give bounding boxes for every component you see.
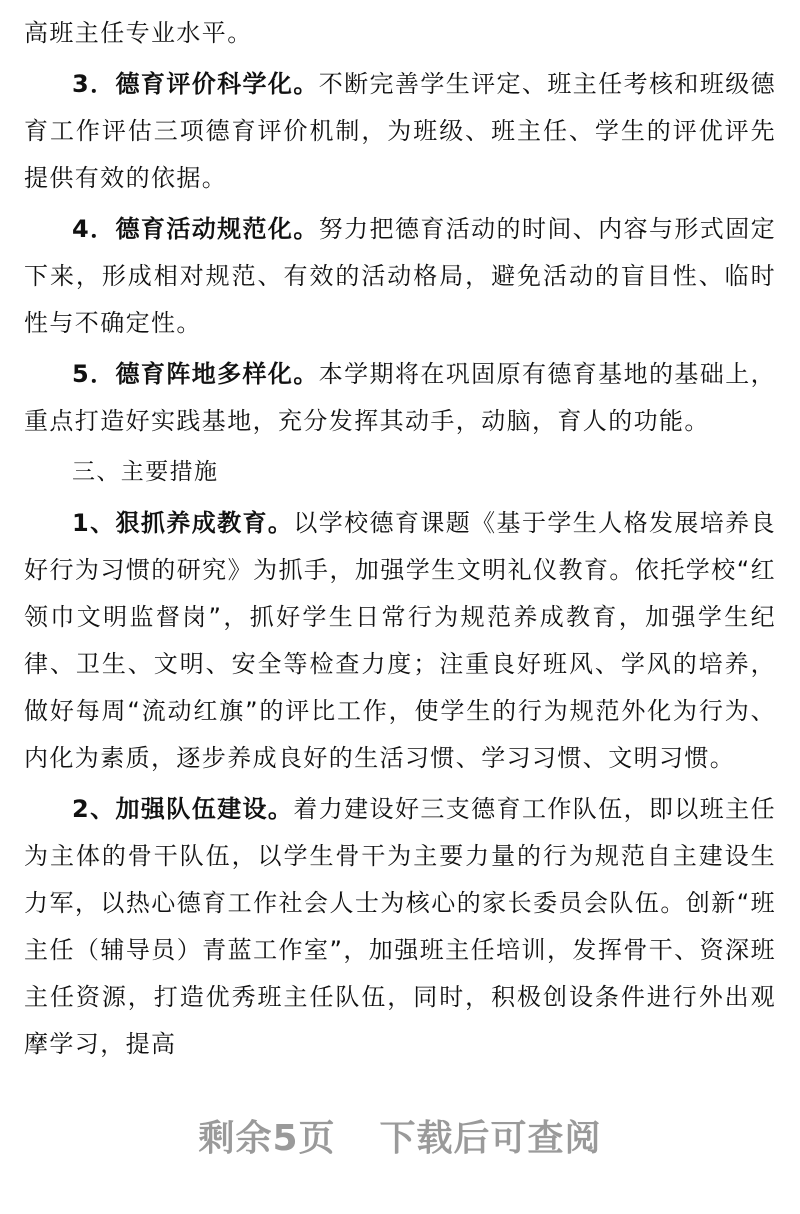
- measure-lead: 1、狠抓养成教育。: [72, 509, 294, 537]
- remaining-pages-label[interactable]: 剩余5页: [198, 1118, 336, 1159]
- measure-lead: 2、加强队伍建设。: [72, 795, 294, 823]
- section-heading: 三、主要措施: [72, 459, 219, 485]
- paragraph-text: 本学期将在巩固原有德育基地的基础上，重点打造好实践基地，充分发挥其动手，动脑，育人的功能。: [24, 360, 776, 435]
- paragraph-lead: 4．德育活动规范化。: [72, 215, 319, 243]
- paragraph-text: 高班主任专业水平。: [24, 19, 253, 47]
- paragraph-text: 不断完善学生评定、班主任考核和班级德育工作评估三项德育评价机制，为班级、班主任、学生的评优评先提供有效的依据。: [24, 70, 776, 192]
- paragraph-evaluation: [24, 61, 776, 202]
- paragraph-bases: [24, 351, 776, 445]
- document-page: [24, 10, 776, 1072]
- paragraph-text: 努力把德育活动的时间、内容与形式固定下来，形成相对规范、有效的活动格局，避免活动的盲目性、临时性与不确定性。: [24, 215, 776, 337]
- download-prompt[interactable]: [0, 1110, 800, 1161]
- paragraph-lead: 5．德育阵地多样化。: [72, 360, 319, 388]
- paragraph-lead: 3．德育评价科学化。: [72, 70, 319, 98]
- measure-text: 以学校德育课题《基于学生人格发展培养良好行为习惯的研究》为抓手，加强学生文明礼仪教育。依托学校“红领巾文明监督岗”，抓好学生日常行为规范养成教育，加强学生纪律、卫生、文明、安全等检查力度；注重良好班风、学风的培养，做好每周“流动红旗”的评比工作，使学生的行为规范外化为行为、内化为素质，逐步养成良好的生活习惯、学习习惯、文明习惯。: [24, 509, 777, 772]
- paragraph-continuation: [24, 10, 776, 57]
- paragraph-activities: [24, 206, 776, 347]
- measure-text: 着力建设好三支德育工作队伍，即以班主任为主体的骨干队伍，以学生骨干为主要力量的行为规范自主建设生力军，以热心德育工作社会人士为核心的家长委员会队伍。创新“班主任（辅导员）青蓝工作室”，加强班主任培训，发挥骨干、资深班主任资源，打造优秀班主任队伍，同时，积极创设条件进行外出观摩学习，提高: [24, 795, 776, 1058]
- download-to-view-label[interactable]: 下载后可查阅: [379, 1118, 602, 1159]
- measure-habits: [24, 500, 776, 782]
- measure-team: [24, 786, 776, 1068]
